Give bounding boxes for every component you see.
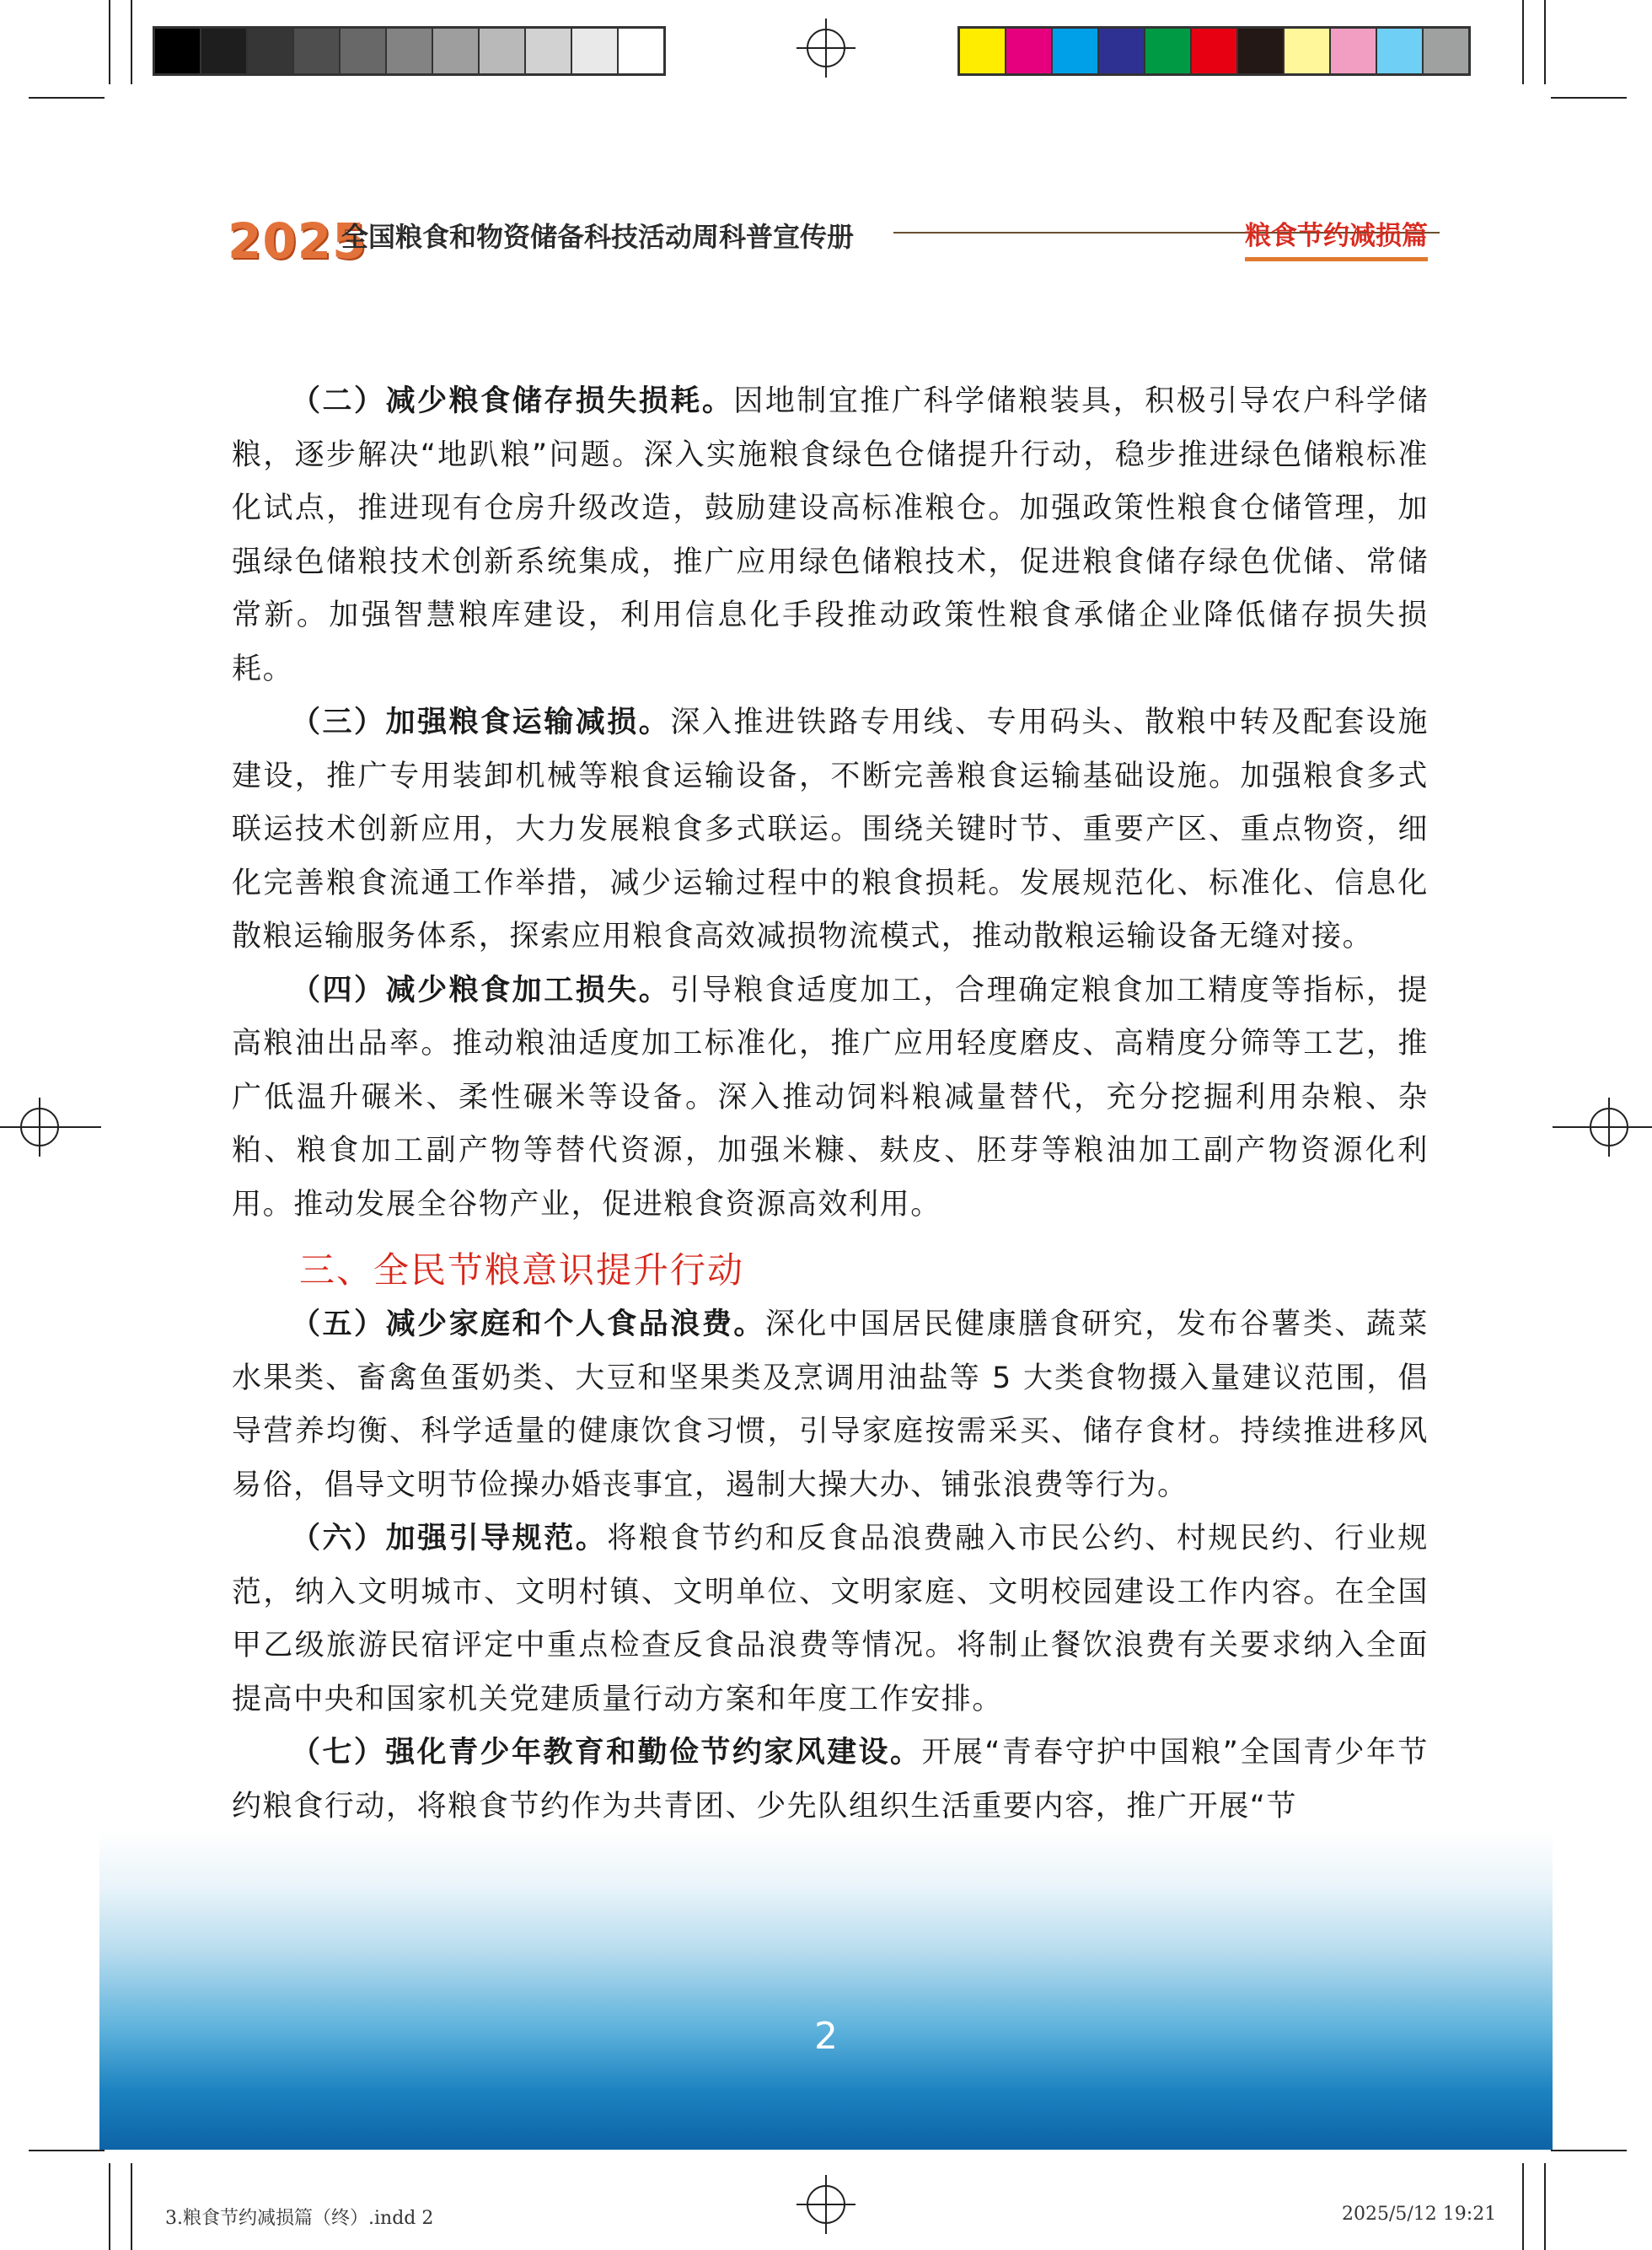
- color-swatch: [1331, 29, 1377, 73]
- color-swatch: [960, 29, 1006, 73]
- paragraph-lead: （二）减少粮食储存损失损耗。: [291, 384, 734, 418]
- paragraph-text: 引导粮食适度加工，合理确定粮食加工精度等指标，提高粮油出品率。推动粮油适度加工标准化，推广应用轻度磨皮、高精度分筛等工艺，推广低温升碾米、柔性碾米等设备。深入推动饲料粮减量替代，充分挖掘利用杂粮、杂粕、粮食加工副产物等替代资源，加强米糠、麸皮、胚芽等粮油加工副产物资源化利用。推动发展全谷物产业，促进粮食资源高效利用。: [232, 973, 1429, 1222]
- registration-mark-left: [10, 1098, 69, 1157]
- gray-swatch: [619, 29, 663, 73]
- paragraph-text: 深化中国居民健康膳食研究，发布谷薯类、蔬菜水果类、畜禽鱼蛋奶类、大豆和坚果类及烹调用油盐等 5 大类食物摄入量建议范围，倡导营养均衡、科学适量的健康饮食习惯，引导家庭按需采买、储存食材。持续推进移风易俗，倡导文明节俭操办婚丧事宜，遏制大操大办、铺张浪费等行为。: [232, 1308, 1429, 1502]
- color-swatch: [1006, 29, 1053, 73]
- crop-mark: [1544, 0, 1546, 84]
- paragraph-lead: （三）加强粮食运输减损。: [291, 706, 671, 739]
- grayscale-calibration-bar: [153, 26, 666, 76]
- paragraph-text: 开展“青春守护中国粮”全国青少年节约粮食行动，将粮食节约作为共青团、少先队组织生活重要内容，推广开展“节: [232, 1736, 1429, 1823]
- paragraph-lead: （四）减少粮食加工损失。: [291, 973, 671, 1007]
- gray-swatch: [155, 29, 201, 73]
- header-book-title: 全国粮食和物资储备科技活动周科普宣传册: [341, 221, 855, 253]
- color-swatch: [1377, 29, 1424, 73]
- registration-mark-bottom: [796, 2175, 856, 2234]
- header-year: 2025: [228, 212, 367, 270]
- paragraph-text: 深入推进铁路专用线、专用码头、散粮中转及配套设施建设，推广专用装卸机械等粮食运输设备，不断完善粮食运输基础设施。加强粮食多式联运技术创新应用，大力发展粮食多式联运。围绕关键时节、重要产区、重点物资，细化完善粮食流通工作举措，减少运输过程中的粮食损耗。发展规范化、标准化、信息化散粮运输服务体系，探索应用粮食高效减损物流模式，推动散粮运输设备无缝对接。: [232, 706, 1429, 953]
- gray-swatch: [572, 29, 619, 73]
- color-swatch: [1424, 29, 1468, 73]
- crop-mark: [1551, 97, 1627, 99]
- gray-swatch: [387, 29, 433, 73]
- crop-mark: [1522, 2163, 1524, 2250]
- registration-mark-right: [1580, 1098, 1639, 1157]
- color-swatch: [1192, 29, 1238, 73]
- crop-mark: [29, 2150, 105, 2151]
- registration-mark-top: [796, 19, 856, 78]
- crop-mark: [29, 97, 105, 99]
- paragraph-text: 因地制宜推广科学储粮装具，积极引导农户科学储粮，逐步解决“地趴粮”问题。深入实施粮食绿色仓储提升行动，稳步推进绿色储粮标准化试点，推进现有仓房升级改造，鼓励建设高标准粮仓。加强政策性粮食仓储管理，加强绿色储粮技术创新系统集成，推广应用绿色储粮技术，促进粮食储存绿色优储、常储常新。加强智慧粮库建设，利用信息化手段推动政策性粮食承储企业降低储存损失损耗。: [232, 384, 1429, 686]
- footer-wave-background: [99, 1829, 1553, 2150]
- crop-mark: [1522, 0, 1524, 84]
- crop-mark: [109, 0, 110, 84]
- color-swatch: [1238, 29, 1285, 73]
- paragraph-text: 将粮食节约和反食品浪费融入市民公约、村规民约、行业规范，纳入文明城市、文明村镇、文明单位、文明家庭、文明校园建设工作内容。在全国甲乙级旅游民宿评定中重点检查反食品浪费等情况。将制止餐饮浪费有关要求纳入全面提高中央和国家机关党建质量行动方案和年度工作安排。: [232, 1522, 1429, 1716]
- gray-swatch: [341, 29, 387, 73]
- color-swatch: [1099, 29, 1145, 73]
- crop-mark: [1544, 2163, 1546, 2250]
- running-header: [228, 209, 1428, 270]
- crop-mark: [1551, 2150, 1627, 2151]
- gray-swatch: [526, 29, 572, 73]
- crop-mark: [131, 2163, 132, 2250]
- paragraph-household-waste: [232, 1298, 1429, 1512]
- color-swatch: [1285, 29, 1331, 73]
- header-section-name: 粮食节约减损篇: [1245, 214, 1428, 261]
- gray-swatch: [201, 29, 248, 73]
- section-heading: 三、全民节粮意识提升行动: [299, 1249, 745, 1291]
- gray-swatch: [480, 29, 526, 73]
- color-calibration-bar: [957, 26, 1471, 76]
- paragraph-storage-loss: [232, 375, 1429, 696]
- slug-date: 2025/5/12 19:21: [1342, 2204, 1497, 2225]
- crop-mark: [131, 0, 132, 84]
- paragraph-transport-loss: [232, 696, 1429, 964]
- gray-swatch: [294, 29, 341, 73]
- gray-swatch: [433, 29, 480, 73]
- color-swatch: [1145, 29, 1192, 73]
- paragraph-youth-education: [232, 1726, 1429, 1834]
- page-body: [232, 375, 1429, 1834]
- paragraph-lead: （五）减少家庭和个人食品浪费。: [291, 1308, 765, 1341]
- page-number: 2: [814, 2015, 838, 2058]
- slug-file-name: 3.粮食节约减损篇（终）.indd 2: [165, 2208, 434, 2229]
- paragraph-lead: （七）强化青少年教育和勤俭节约家风建设。: [291, 1736, 922, 1769]
- paragraph-processing-loss: [232, 964, 1429, 1232]
- paragraph-guidance: [232, 1512, 1429, 1726]
- paragraph-lead: （六）加强引导规范。: [291, 1522, 608, 1555]
- crop-mark: [109, 2163, 110, 2250]
- color-swatch: [1053, 29, 1099, 73]
- gray-swatch: [248, 29, 294, 73]
